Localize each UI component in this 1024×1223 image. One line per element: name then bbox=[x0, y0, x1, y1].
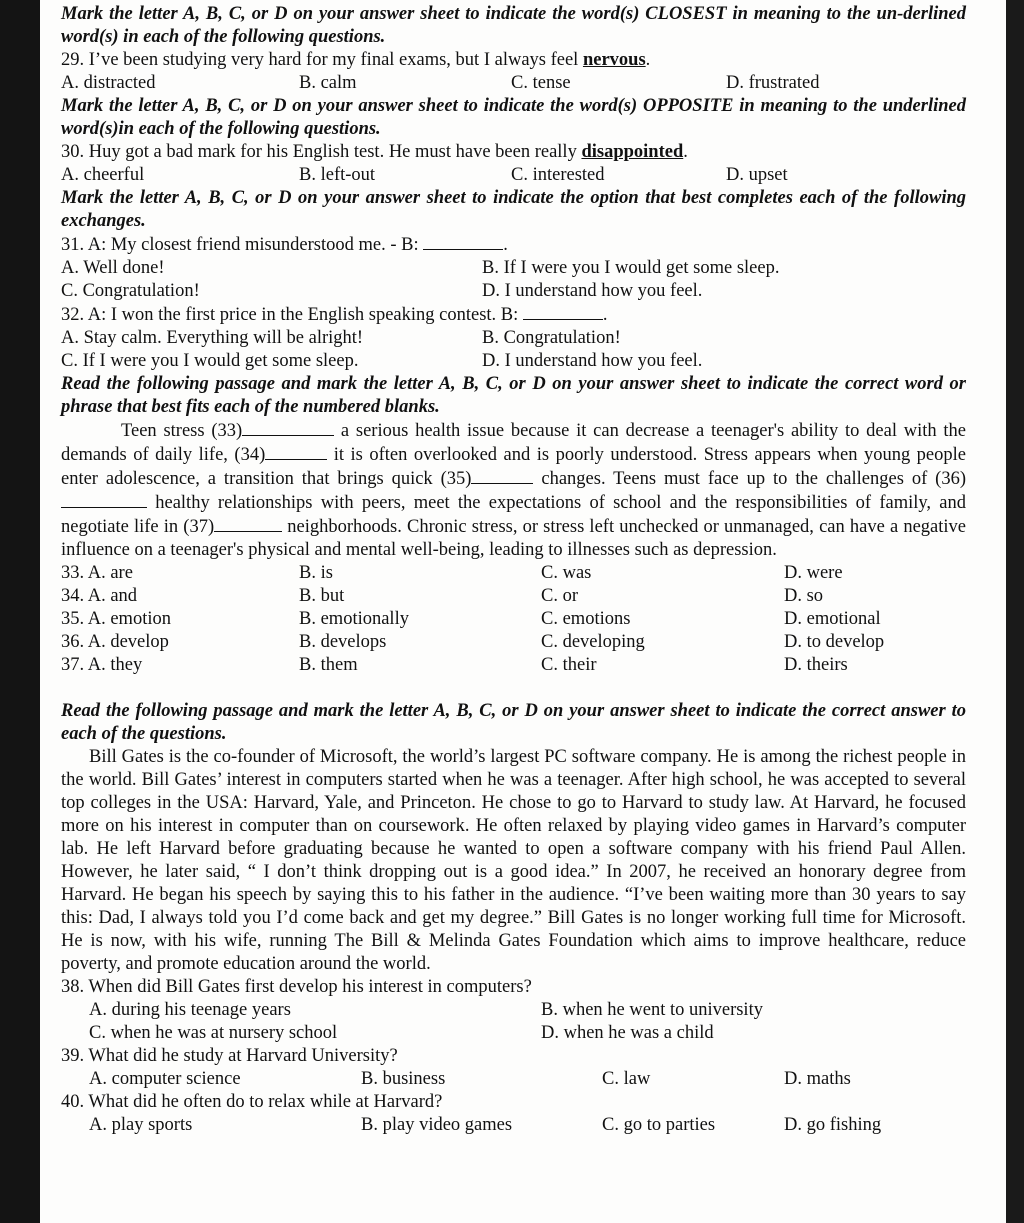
option-d: D. go fishing bbox=[784, 1115, 882, 1135]
reading-passage bbox=[61, 746, 966, 976]
question-31-end: . bbox=[503, 235, 508, 255]
option-c: C. their bbox=[541, 655, 597, 675]
option-c: C. Congratulation! bbox=[61, 281, 200, 301]
option-b: B. If I were you I would get some sleep. bbox=[482, 258, 780, 278]
option-a: 34. A. and bbox=[61, 586, 138, 606]
question-35-options bbox=[61, 608, 966, 631]
dark-left-border bbox=[0, 0, 40, 1223]
passage-text: neighborhoods. Chronic stress, or stress left unchecked or unmanaged, can have a negative influence on a teenager's physical and mental well-being, leading to illnesses such as depression. bbox=[61, 517, 966, 560]
option-d: D. I understand how you feel. bbox=[482, 351, 703, 371]
passage-text: Bill Gates is the co-founder of Microsoft, the world’s largest PC software company. He is among the richest people in the world. Bill Gates’ interest in computers started when he was a teenager. After high school, he was accepted to several top colleges in the USA: Harvard, Yale, and Princeton. He chose to go to Harvard to study law. At Harvard, he focused more on his interest in computer than on coursework. He often relaxed by playing video games in Harvard’s computer lab. He left Harvard before graduating because he wanted to open a software company with his friend Paul Allen. However, he later said, “ I don’t think dropping out is a good idea.” In 2007, he received an honorary degree from Harvard. He began his speech by saying this to his father in the audience. “I’ve been waiting more than 30 years to say this: Dad, I always told you I’d come back and get my degree.” Bill Gates is no longer working full time for Microsoft. He is now, with his wife, running The Bill & Melinda Gates Foundation which aims to improve healthcare, reduce poverty, and promote education around the world. bbox=[61, 747, 966, 974]
option-a: 37. A. they bbox=[61, 655, 143, 675]
option-d: D. theirs bbox=[784, 655, 848, 675]
question-30-stem: 30. Huy got a bad mark for his English test. He must have been really bbox=[61, 142, 582, 162]
option-d: D. maths bbox=[784, 1069, 851, 1089]
option-b: B. develops bbox=[299, 632, 387, 652]
question-29 bbox=[61, 49, 966, 72]
option-c: C. go to parties bbox=[602, 1115, 716, 1135]
question-31-options-row2 bbox=[61, 280, 966, 303]
question-31-options-row1 bbox=[61, 257, 966, 280]
question-39-options bbox=[61, 1068, 966, 1091]
option-c: C. interested bbox=[511, 165, 605, 185]
option-c: C. law bbox=[602, 1069, 651, 1089]
question-40: 40. What did he often do to relax while at Harvard? bbox=[61, 1092, 443, 1112]
option-d: D. I understand how you feel. bbox=[482, 281, 703, 301]
option-a: A. Stay calm. Everything will be alright! bbox=[61, 328, 364, 348]
instruction-closest-meaning: Mark the letter A, B, C, or D on your answer sheet to indicate the word(s) CLOSEST in meaning to the un-derlined word(s) in each of the following questions. bbox=[61, 4, 966, 47]
passage-text: it is often overlooked and is poorly understood. Stress appears when young people enter adolescence, a transition that brings quick (35) bbox=[61, 445, 966, 489]
option-a: 33. A. are bbox=[61, 563, 133, 583]
answer-blank bbox=[423, 233, 503, 250]
option-d: D. frustrated bbox=[726, 73, 820, 93]
passage-text: a serious health issue because it can decrease a teenager's ability to deal with the demands of daily life, (34) bbox=[61, 421, 966, 465]
option-c: C. when he was at nursery school bbox=[89, 1023, 338, 1043]
question-38-options-row1 bbox=[61, 999, 966, 1022]
instruction-reading: Read the following passage and mark the letter A, B, C, or D on your answer sheet to indicate the correct answer to each of the questions. bbox=[61, 701, 966, 744]
passage-text: changes. Teens must face up to the challenges of (36) bbox=[533, 469, 966, 489]
worksheet-content bbox=[61, 3, 966, 1137]
option-b: B. is bbox=[299, 563, 333, 583]
spacer bbox=[61, 677, 966, 700]
option-b: B. left-out bbox=[299, 165, 376, 185]
option-c: C. or bbox=[541, 586, 578, 606]
option-d: D. emotional bbox=[784, 609, 881, 629]
dark-right-border bbox=[1006, 0, 1024, 1223]
question-32-stem: 32. A: I won the first price in the English speaking contest. B: bbox=[61, 305, 523, 325]
option-c: C. If I were you I would get some sleep. bbox=[61, 351, 359, 371]
blank-34 bbox=[265, 443, 327, 460]
question-32-options-row1 bbox=[61, 327, 966, 350]
option-b: B. business bbox=[361, 1069, 446, 1089]
question-37-options bbox=[61, 654, 966, 677]
option-a: 35. A. emotion bbox=[61, 609, 171, 629]
question-34-options bbox=[61, 585, 966, 608]
blank-37 bbox=[214, 515, 282, 532]
option-c: C. was bbox=[541, 563, 592, 583]
blank-36 bbox=[61, 491, 147, 508]
underlined-word-disappointed: disappointed bbox=[581, 142, 684, 162]
option-d: D. upset bbox=[726, 165, 788, 185]
option-a: A. cheerful bbox=[61, 165, 145, 185]
question-30 bbox=[61, 141, 966, 164]
option-d: D. so bbox=[784, 586, 824, 606]
question-38: 38. When did Bill Gates first develop his interest in computers? bbox=[61, 977, 532, 997]
option-c: C. developing bbox=[541, 632, 645, 652]
option-b: B. them bbox=[299, 655, 358, 675]
option-d: D. when he was a child bbox=[541, 1023, 714, 1043]
question-30-end: . bbox=[683, 142, 688, 162]
option-b: B. Congratulation! bbox=[482, 328, 621, 348]
option-a: 36. A. develop bbox=[61, 632, 169, 652]
question-30-options bbox=[61, 164, 966, 187]
option-a: A. Well done! bbox=[61, 258, 165, 278]
option-c: C. tense bbox=[511, 73, 571, 93]
underlined-word-nervous: nervous bbox=[582, 50, 646, 70]
option-d: D. were bbox=[784, 563, 843, 583]
question-29-options bbox=[61, 72, 966, 95]
option-b: B. calm bbox=[299, 73, 357, 93]
question-29-end: . bbox=[645, 50, 651, 70]
blank-35 bbox=[471, 467, 533, 484]
question-31 bbox=[61, 233, 966, 257]
question-32-options-row2 bbox=[61, 350, 966, 373]
question-32 bbox=[61, 303, 966, 327]
option-a: A. play sports bbox=[89, 1115, 193, 1135]
option-d: D. to develop bbox=[784, 632, 885, 652]
option-a: A. distracted bbox=[61, 73, 156, 93]
cloze-passage bbox=[61, 419, 966, 562]
option-a: A. computer science bbox=[89, 1069, 241, 1089]
passage-text: healthy relationships with peers, meet the expectations of school and the responsibilities of family, and negotiate life in (37) bbox=[61, 493, 966, 537]
passage-text: Teen stress (33) bbox=[121, 421, 243, 441]
question-31-stem: 31. A: My closest friend misunderstood me. - B: bbox=[61, 235, 424, 255]
option-c: C. emotions bbox=[541, 609, 631, 629]
instruction-cloze: Read the following passage and mark the letter A, B, C, or D on your answer sheet to indicate the correct word or phrase that best fits each of the numbered blanks. bbox=[61, 374, 966, 417]
instruction-opposite-meaning: Mark the letter A, B, C, or D on your answer sheet to indicate the word(s) OPPOSITE in meaning to the underlined word(s)in each of the following questions. bbox=[61, 96, 966, 139]
question-29-stem: 29. I’ve been studying very hard for my final exams, but I always feel bbox=[61, 50, 583, 70]
worksheet-paper bbox=[40, 0, 1006, 1223]
answer-blank bbox=[523, 303, 603, 320]
option-b: B. emotionally bbox=[299, 609, 409, 629]
option-b: B. when he went to university bbox=[541, 1000, 763, 1020]
option-b: B. but bbox=[299, 586, 345, 606]
blank-33 bbox=[242, 419, 334, 436]
question-33-options bbox=[61, 562, 966, 585]
option-a: A. during his teenage years bbox=[89, 1000, 291, 1020]
question-39: 39. What did he study at Harvard University? bbox=[61, 1046, 398, 1066]
question-36-options bbox=[61, 631, 966, 654]
option-b: B. play video games bbox=[361, 1115, 513, 1135]
question-38-options-row2 bbox=[61, 1022, 966, 1045]
question-40-options bbox=[61, 1114, 966, 1137]
instruction-exchanges: Mark the letter A, B, C, or D on your answer sheet to indicate the option that best completes each of the following exchanges. bbox=[61, 188, 966, 231]
question-32-end: . bbox=[602, 305, 608, 325]
